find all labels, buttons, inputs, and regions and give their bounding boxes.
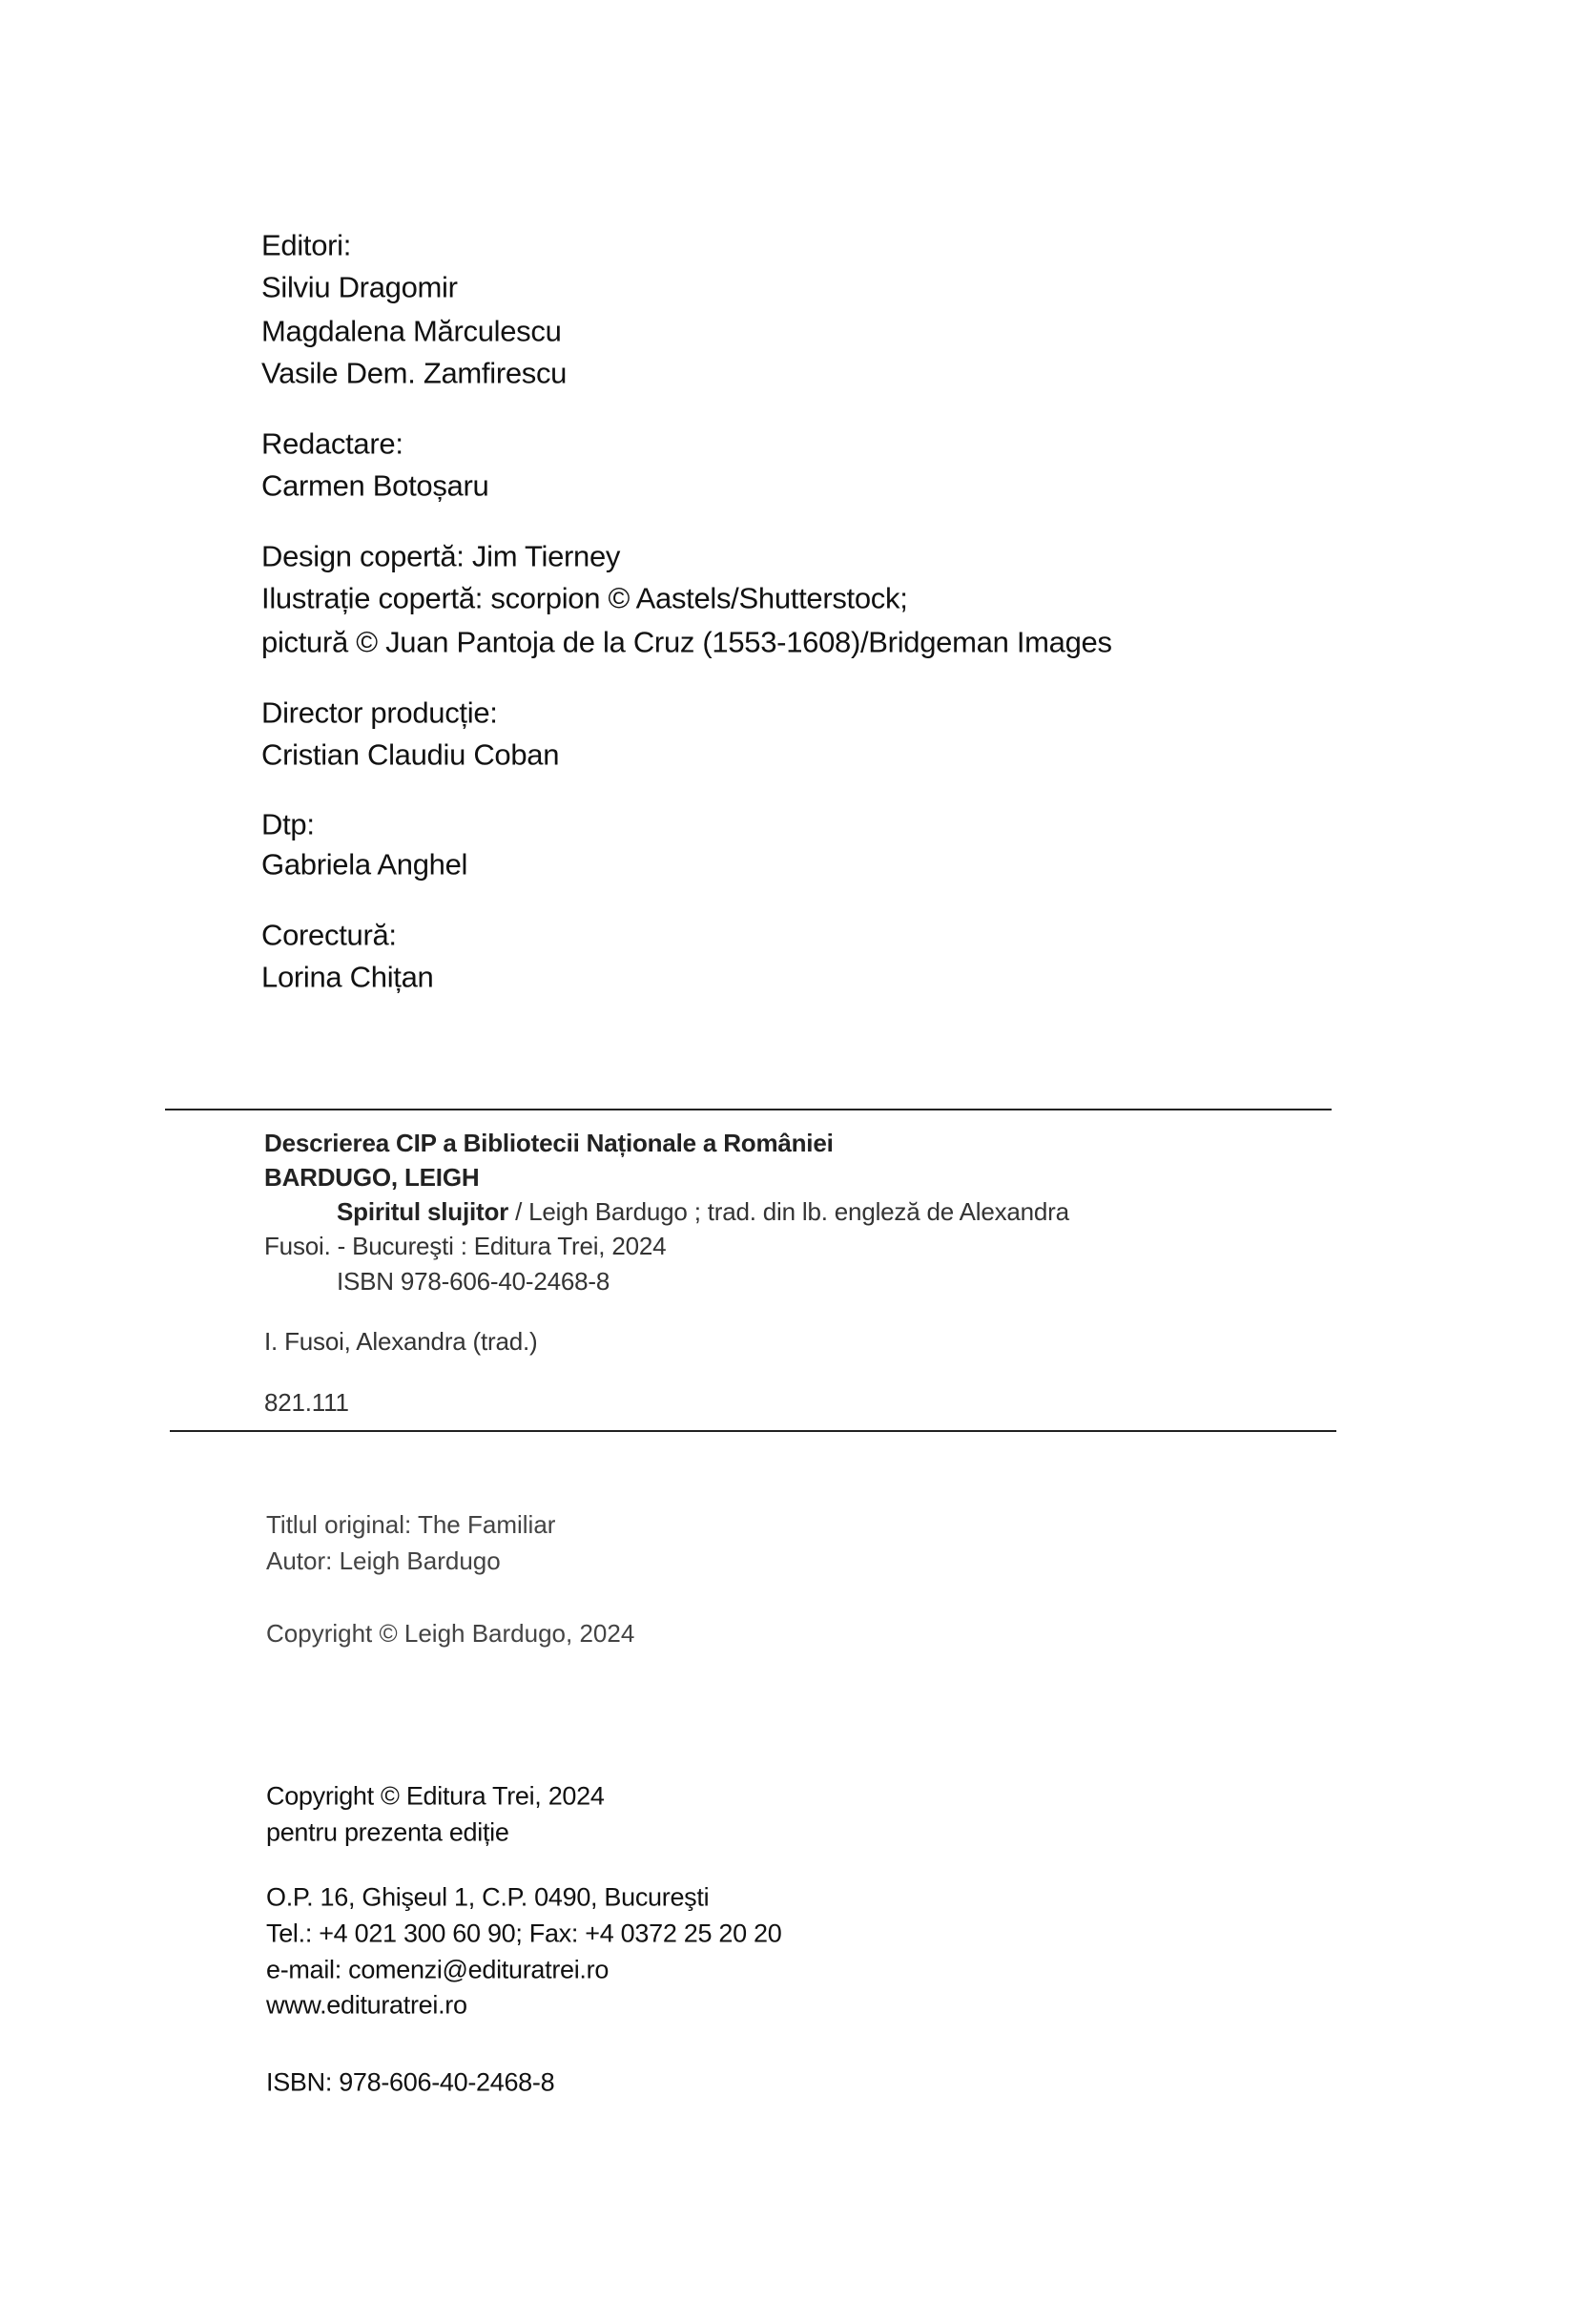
- editing-label: Redactare:: [261, 426, 403, 461]
- publisher-website[interactable]: www.edituratrei.ro: [266, 1990, 467, 2020]
- cip-heading: Descrierea CIP a Bibliotecii Naționale a României: [264, 1129, 834, 1157]
- cip-classification: 821.111: [264, 1388, 349, 1417]
- editor-name: Magdalena Mărculescu: [261, 314, 562, 348]
- cip-title-rest: / Leigh Bardugo ; trad. din lb. engleză de Alexandra: [508, 1197, 1069, 1226]
- cover-illustration-cont: pictură © Juan Pantoja de la Cruz (1553-1608)/Bridgeman Images: [261, 625, 1112, 659]
- divider-bottom: [170, 1430, 1336, 1432]
- dtp-name: Gabriela Anghel: [261, 847, 468, 882]
- cover-design: Design copertă: Jim Tierney: [261, 539, 621, 573]
- cip-imprint: Fusoi. - Bucureşti : Editura Trei, 2024: [264, 1232, 667, 1260]
- publisher-edition: pentru prezenta ediție: [266, 1817, 509, 1847]
- editor-name: Vasile Dem. Zamfirescu: [261, 356, 568, 390]
- proofreading-label: Corectură:: [261, 918, 397, 952]
- publisher-address: O.P. 16, Ghişeul 1, C.P. 0490, Bucureşti: [266, 1882, 710, 1912]
- original-author: Autor: Leigh Bardugo: [266, 1546, 501, 1575]
- publisher-copyright: Copyright © Editura Trei, 2024: [266, 1781, 605, 1811]
- cip-author: BARDUGO, LEIGH: [264, 1163, 480, 1192]
- cip-title-line: [337, 1199, 1069, 1224]
- publisher-email[interactable]: e-mail: comenzi@edituratrei.ro: [266, 1955, 610, 1984]
- dtp-label: Dtp:: [261, 807, 315, 841]
- original-title: Titlul original: The Familiar: [266, 1510, 556, 1539]
- publisher-phone: Tel.: +4 021 300 60 90; Fax: +4 0372 25 20 20: [266, 1919, 782, 1948]
- cip-isbn: ISBN 978-606-40-2468-8: [337, 1267, 610, 1296]
- divider-top: [165, 1109, 1332, 1110]
- cip-title: Spiritul slujitor: [337, 1197, 509, 1226]
- editing-name: Carmen Botoșaru: [261, 468, 489, 503]
- original-copyright: Copyright © Leigh Bardugo, 2024: [266, 1619, 635, 1648]
- production-name: Cristian Claudiu Coban: [261, 737, 560, 772]
- publisher-isbn: ISBN: 978-606-40-2468-8: [266, 2067, 555, 2097]
- proofreading-name: Lorina Chițan: [261, 960, 434, 994]
- editor-name: Silviu Dragomir: [261, 270, 458, 304]
- cip-translator: I. Fusoi, Alexandra (trad.): [264, 1327, 538, 1356]
- cover-illustration: Ilustrație copertă: scorpion © Aastels/Shutterstock;: [261, 581, 908, 615]
- production-label: Director producție:: [261, 695, 498, 730]
- editors-label: Editori:: [261, 228, 352, 262]
